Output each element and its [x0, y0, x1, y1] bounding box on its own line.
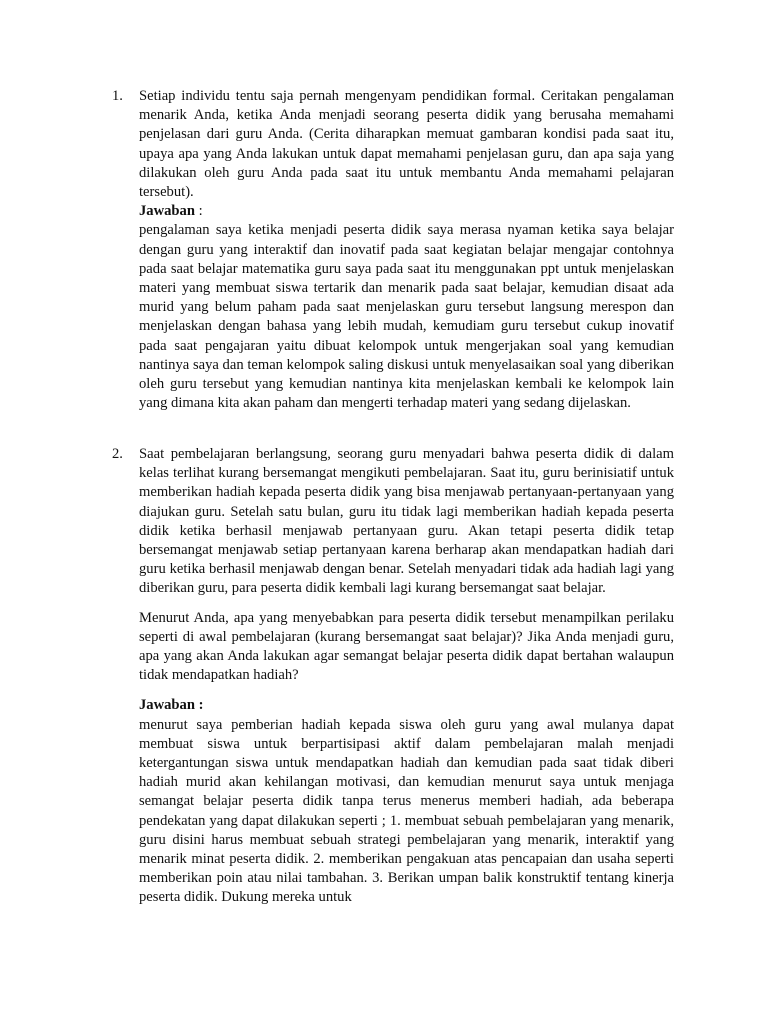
answer-text: menurut saya pemberian hadiah kepada siswa oleh guru yang awal mulanya dapat membuat siswa untuk berpartisipasi aktif dalam pembelajaran malah menjadi ketergantungan siswa untuk mendapatkan hadiah dan kemudian pada saat tidak diberi hadiah murid akan kehilangan motivasi, dan kemudian menurut saya untuk menjaga semangat belajar peserta didik tanpa terus menerus memberi hadiah, ada beberapa pendekatan yang dapat dilakukan seperti ; 1. membuat sebuah pembelajaran yang menarik, guru disini harus membuat sebuah strategi pembelajaran yang menarik, interaktif yang menarik minat peserta didik. 2. memberikan pengakuan atas pencapaian dan usaha seperti memberikan poin atau nilai tambahan. 3. Berikan umpan balik konstruktif tentang kinerja peserta didik. Dukung mereka untuk: [139, 716, 674, 906]
question-text: Menurut Anda, apa yang menyebabkan para peserta didik tersebut menampilkan perilaku seperti di awal pembelajaran (kurang bersemangat saat belajar)? Jika Anda menjadi guru, apa yang akan Anda lakukan agar semangat belajar peserta didik dapat bertahan walaupun tidak mendapatkan hadiah?: [139, 609, 674, 684]
answer-label: Jawaban: [139, 203, 195, 220]
item-body: [139, 87, 674, 413]
answer-colon: :: [194, 203, 203, 220]
scenario-text: Saat pembelajaran berlangsung, seorang guru menyadari bahwa peserta didik di dalam kelas terlihat kurang bersemangat mengikuti pembelajaran. Saat itu, guru berinisiatif untuk memberikan hadiah kepada peserta didik yang bisa menjawab pertanyaan-pertanyaan yang diajukan guru. Setelah satu bulan, guru itu tidak lagi memberikan hadiah kepada peserta didik ketika berhasil menjawab pertanyaan guru. Akan tetapi peserta didik tetap bersemangat menjawab setiap pertanyaan karena berharap akan mendapatkan hadiah dari guru ketika berhasil menjawab dengan benar. Setelah menyadari tidak ada hadiah lagi yang diberikan guru, para peserta didik kembali lagi kurang bersemangat saat belajar.: [139, 446, 674, 597]
answer-text: pengalaman saya ketika menjadi peserta didik saya merasa nyaman ketika saya belajar dengan guru yang interaktif dan inovatif pada saat kegiatan belajar mengajar contohnya pada saat belajar matematika guru saya pada saat itu menggunakan ppt untuk menjelaskan materi yang membuat siswa tertarik dan menarik pada saat belajar, kemudian disaat ada murid yang belum paham pada saat menjelaskan guru tersebut langsung merespon dan menjelaskan dengan bahasa yang lebih mudah, kemudiam guru tersebut cukup inovatif pada saat pengajaran yaitu dibuat kelompok untuk mengerjakan soal yang kemudian nantinya saya dan teman kelompok saling diskusi untuk menyelasaikan soal yang diberikan oleh guru tersebut yang kemudian nantinya kita menjelaskan kembali ke kelompok lain yang dimana kita akan paham dan mengerti terhadap materi yang sedang dijelaskan.: [139, 222, 674, 412]
answer-label: Jawaban :: [139, 697, 204, 714]
item-number: 1.: [112, 88, 123, 104]
list-item-2: [112, 445, 674, 908]
item-body: [139, 445, 674, 908]
question-text: Setiap individu tentu saja pernah mengenyam pendidikan formal. Ceritakan pengalaman menarik Anda, ketika Anda menjadi seorang peserta didik yang berusaha memahami penjelasan dari guru Anda. (Cerita diharapkan memuat gambaran kondisi pada saat itu, upaya apa yang Anda lakukan untuk dapat memahami penjelasan guru, dan apa saja yang dilakukan oleh guru Anda pada saat itu untuk membantu Anda memahami pelajaran tersebut).: [139, 88, 674, 201]
answer-heading: [139, 202, 674, 221]
item-number: 2.: [112, 446, 123, 462]
list-item-1: [112, 87, 674, 413]
